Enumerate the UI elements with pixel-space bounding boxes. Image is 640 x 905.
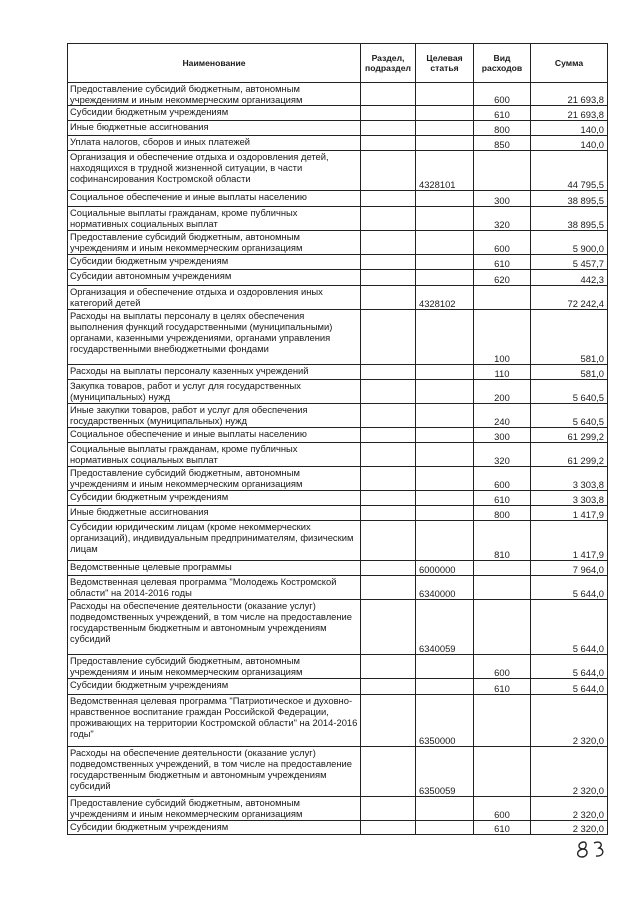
cell-summa: 5 640,5: [531, 380, 608, 404]
cell-celevaya: [416, 506, 474, 521]
cell-celevaya: 6340000: [416, 576, 474, 600]
cell-summa: 2 320,0: [531, 797, 608, 821]
cell-celevaya: [416, 231, 474, 255]
cell-razdel: [361, 600, 416, 655]
cell-vid: [474, 600, 531, 655]
cell-name: Организация и обеспечение отдыха и оздоровления детей, находящихся в трудной жизненной ситуации, в части софинансирования Костромской области: [68, 151, 361, 191]
cell-celevaya: [416, 83, 474, 106]
cell-name: Субсидии бюджетным учреждениям: [68, 491, 361, 506]
cell-vid: 600: [474, 231, 531, 255]
cell-razdel: [361, 106, 416, 121]
cell-summa: 5 900,0: [531, 231, 608, 255]
table-row: [68, 695, 608, 747]
cell-vid: 610: [474, 255, 531, 270]
cell-celevaya: [416, 797, 474, 821]
cell-celevaya: 4328102: [416, 286, 474, 310]
cell-celevaya: [416, 191, 474, 207]
table-row: [68, 467, 608, 491]
cell-vid: 320: [474, 443, 531, 467]
cell-summa: 2 320,0: [531, 695, 608, 747]
cell-name: Расходы на обеспечение деятельности (оказание услуг) подведомственных учреждений, в том числе на предоставление государственным бюджетным и автономным учреждениям субсидий: [68, 747, 361, 797]
cell-razdel: [361, 467, 416, 491]
cell-summa: 1 417,9: [531, 506, 608, 521]
cell-summa: 3 303,8: [531, 467, 608, 491]
table-header-row: [68, 44, 608, 83]
cell-celevaya: 6350059: [416, 747, 474, 797]
cell-name: Субсидии автономным учреждениям: [68, 270, 361, 286]
cell-vid: 600: [474, 83, 531, 106]
cell-vid: 100: [474, 310, 531, 365]
cell-vid: 810: [474, 521, 531, 561]
cell-summa: 38 895,5: [531, 191, 608, 207]
cell-vid: [474, 286, 531, 310]
cell-summa: 5 644,0: [531, 655, 608, 679]
table-row: [68, 443, 608, 467]
cell-summa: 581,0: [531, 310, 608, 365]
table-row: [68, 207, 608, 231]
table-row: [68, 106, 608, 121]
table-row: [68, 310, 608, 365]
handwritten-page-number: [574, 838, 614, 860]
cell-celevaya: [416, 404, 474, 428]
cell-vid: [474, 695, 531, 747]
table-row: [68, 506, 608, 521]
cell-name: Социальное обеспечение и иные выплаты населению: [68, 191, 361, 207]
cell-razdel: [361, 797, 416, 821]
cell-celevaya: 6350000: [416, 695, 474, 747]
cell-vid: 320: [474, 207, 531, 231]
cell-name: Субсидии бюджетным учреждениям: [68, 106, 361, 121]
cell-razdel: [361, 151, 416, 191]
cell-razdel: [361, 695, 416, 747]
table-row: [68, 428, 608, 443]
table-row: [68, 600, 608, 655]
cell-vid: [474, 561, 531, 576]
table-row: [68, 83, 608, 106]
cell-razdel: [361, 576, 416, 600]
cell-vid: 610: [474, 821, 531, 835]
cell-name: Социальные выплаты гражданам, кроме публичных нормативных социальных выплат: [68, 443, 361, 467]
cell-razdel: [361, 404, 416, 428]
cell-summa: 38 895,5: [531, 207, 608, 231]
cell-celevaya: [416, 428, 474, 443]
cell-name: Субсидии бюджетным учреждениям: [68, 255, 361, 270]
cell-celevaya: [416, 380, 474, 404]
cell-summa: 3 303,8: [531, 491, 608, 506]
cell-summa: 2 320,0: [531, 821, 608, 835]
cell-celevaya: [416, 821, 474, 835]
cell-name: Ведомственная целевая программа "Патриотическое и духовно-нравственное воспитание граждан Российской Федерации, проживающих на территории Костромской области" на 2014-2016 годы": [68, 695, 361, 747]
cell-celevaya: [416, 491, 474, 506]
cell-celevaya: [416, 136, 474, 151]
cell-celevaya: [416, 207, 474, 231]
cell-vid: 800: [474, 506, 531, 521]
cell-vid: 610: [474, 679, 531, 695]
cell-vid: 600: [474, 797, 531, 821]
cell-razdel: [361, 655, 416, 679]
cell-name: Иные бюджетные ассигнования: [68, 121, 361, 136]
cell-celevaya: [416, 310, 474, 365]
table-row: [68, 270, 608, 286]
cell-summa: 21 693,8: [531, 106, 608, 121]
cell-vid: [474, 747, 531, 797]
cell-celevaya: [416, 365, 474, 380]
cell-razdel: [361, 521, 416, 561]
header-name: Наименование: [68, 44, 361, 83]
cell-razdel: [361, 365, 416, 380]
cell-razdel: [361, 428, 416, 443]
cell-summa: 44 795,5: [531, 151, 608, 191]
cell-razdel: [361, 286, 416, 310]
cell-summa: 140,0: [531, 136, 608, 151]
table-row: [68, 151, 608, 191]
cell-summa: 2 320,0: [531, 747, 608, 797]
cell-razdel: [361, 83, 416, 106]
table-row: [68, 655, 608, 679]
cell-summa: 442,3: [531, 270, 608, 286]
cell-razdel: [361, 821, 416, 835]
cell-razdel: [361, 270, 416, 286]
cell-celevaya: [416, 270, 474, 286]
cell-name: Предоставление субсидий бюджетным, автономным учреждениям и иным некоммерческим организациям: [68, 655, 361, 679]
cell-celevaya: [416, 679, 474, 695]
cell-vid: 610: [474, 491, 531, 506]
cell-summa: 72 242,4: [531, 286, 608, 310]
cell-razdel: [361, 506, 416, 521]
table-row: [68, 286, 608, 310]
table-row: [68, 821, 608, 835]
cell-summa: 5 457,7: [531, 255, 608, 270]
cell-name: Субсидии бюджетным учреждениям: [68, 679, 361, 695]
cell-celevaya: [416, 521, 474, 561]
cell-razdel: [361, 191, 416, 207]
header-razdel: Раздел, подраздел: [361, 44, 416, 83]
cell-vid: 610: [474, 106, 531, 121]
cell-vid: 620: [474, 270, 531, 286]
cell-name: Ведомственные целевые программы: [68, 561, 361, 576]
cell-name: Уплата налогов, сборов и иных платежей: [68, 136, 361, 151]
cell-summa: 7 964,0: [531, 561, 608, 576]
cell-razdel: [361, 679, 416, 695]
cell-celevaya: [416, 655, 474, 679]
cell-name: Социальное обеспечение и иные выплаты населению: [68, 428, 361, 443]
cell-razdel: [361, 231, 416, 255]
cell-name: Иные бюджетные ассигнования: [68, 506, 361, 521]
cell-vid: [474, 151, 531, 191]
cell-name: Предоставление субсидий бюджетным, автономным учреждениям и иным некоммерческим организациям: [68, 797, 361, 821]
table-row: [68, 404, 608, 428]
cell-razdel: [361, 380, 416, 404]
cell-celevaya: [416, 121, 474, 136]
cell-celevaya: 6340059: [416, 600, 474, 655]
cell-name: Субсидии бюджетным учреждениям: [68, 821, 361, 835]
cell-razdel: [361, 561, 416, 576]
table-row: [68, 747, 608, 797]
cell-razdel: [361, 443, 416, 467]
table-row: [68, 576, 608, 600]
cell-celevaya: 4328101: [416, 151, 474, 191]
cell-name: Субсидии юридическим лицам (кроме некоммерческих организаций), индивидуальным предпринимателям, физическим лицам: [68, 521, 361, 561]
cell-name: Расходы на обеспечение деятельности (оказание услуг) подведомственных учреждений, в том числе на предоставление государственным бюджетным и автономным учреждениям субсидий: [68, 600, 361, 655]
header-vid: Вид расходов: [474, 44, 531, 83]
cell-name: Организация и обеспечение отдыха и оздоровления иных категорий детей: [68, 286, 361, 310]
cell-celevaya: 6000000: [416, 561, 474, 576]
cell-razdel: [361, 136, 416, 151]
cell-razdel: [361, 255, 416, 270]
cell-razdel: [361, 310, 416, 365]
cell-vid: 300: [474, 191, 531, 207]
cell-vid: 600: [474, 467, 531, 491]
budget-table: [67, 43, 608, 835]
table-row: [68, 191, 608, 207]
cell-vid: 800: [474, 121, 531, 136]
cell-summa: 61 299,2: [531, 428, 608, 443]
cell-celevaya: [416, 443, 474, 467]
table-row: [68, 679, 608, 695]
cell-razdel: [361, 207, 416, 231]
cell-razdel: [361, 121, 416, 136]
cell-name: Ведомственная целевая программа "Молодежь Костромской области" на 2014-2016 годы: [68, 576, 361, 600]
cell-celevaya: [416, 467, 474, 491]
table-row: [68, 561, 608, 576]
cell-summa: 5 640,5: [531, 404, 608, 428]
cell-summa: 5 644,0: [531, 576, 608, 600]
cell-vid: 200: [474, 380, 531, 404]
cell-summa: 61 299,2: [531, 443, 608, 467]
cell-summa: 581,0: [531, 365, 608, 380]
header-celevaya: Целевая статья: [416, 44, 474, 83]
cell-razdel: [361, 747, 416, 797]
cell-name: Социальные выплаты гражданам, кроме публичных нормативных социальных выплат: [68, 207, 361, 231]
table-row: [68, 491, 608, 506]
table-row: [68, 380, 608, 404]
header-summa: Сумма: [531, 44, 608, 83]
cell-name: Предоставление субсидий бюджетным, автономным учреждениям и иным некоммерческим организациям: [68, 231, 361, 255]
table-row: [68, 797, 608, 821]
cell-vid: 600: [474, 655, 531, 679]
table-row: [68, 255, 608, 270]
cell-summa: 1 417,9: [531, 521, 608, 561]
cell-vid: 850: [474, 136, 531, 151]
cell-vid: 240: [474, 404, 531, 428]
cell-celevaya: [416, 255, 474, 270]
cell-summa: 5 644,0: [531, 679, 608, 695]
cell-vid: [474, 576, 531, 600]
table-body: [68, 83, 608, 835]
cell-name: Расходы на выплаты персоналу в целях обеспечения выполнения функций государственными (муниципальными) органами, казенными учреждениями, органами управления государственными внебюджетными фондами: [68, 310, 361, 365]
cell-vid: 300: [474, 428, 531, 443]
cell-summa: 140,0: [531, 121, 608, 136]
table-row: [68, 365, 608, 380]
table-row: [68, 231, 608, 255]
cell-summa: 21 693,8: [531, 83, 608, 106]
cell-name: Иные закупки товаров, работ и услуг для обеспечения государственных (муниципальных) нужд: [68, 404, 361, 428]
cell-summa: 5 644,0: [531, 600, 608, 655]
cell-name: Расходы на выплаты персоналу казенных учреждений: [68, 365, 361, 380]
cell-name: Предоставление субсидий бюджетным, автономным учреждениям и иным некоммерческим организациям: [68, 467, 361, 491]
cell-name: Предоставление субсидий бюджетным, автономным учреждениям и иным некоммерческим организациям: [68, 83, 361, 106]
cell-vid: 110: [474, 365, 531, 380]
table-row: [68, 121, 608, 136]
cell-name: Закупка товаров, работ и услуг для государственных (муниципальных) нужд: [68, 380, 361, 404]
table-row: [68, 136, 608, 151]
cell-celevaya: [416, 106, 474, 121]
table-row: [68, 521, 608, 561]
cell-razdel: [361, 491, 416, 506]
